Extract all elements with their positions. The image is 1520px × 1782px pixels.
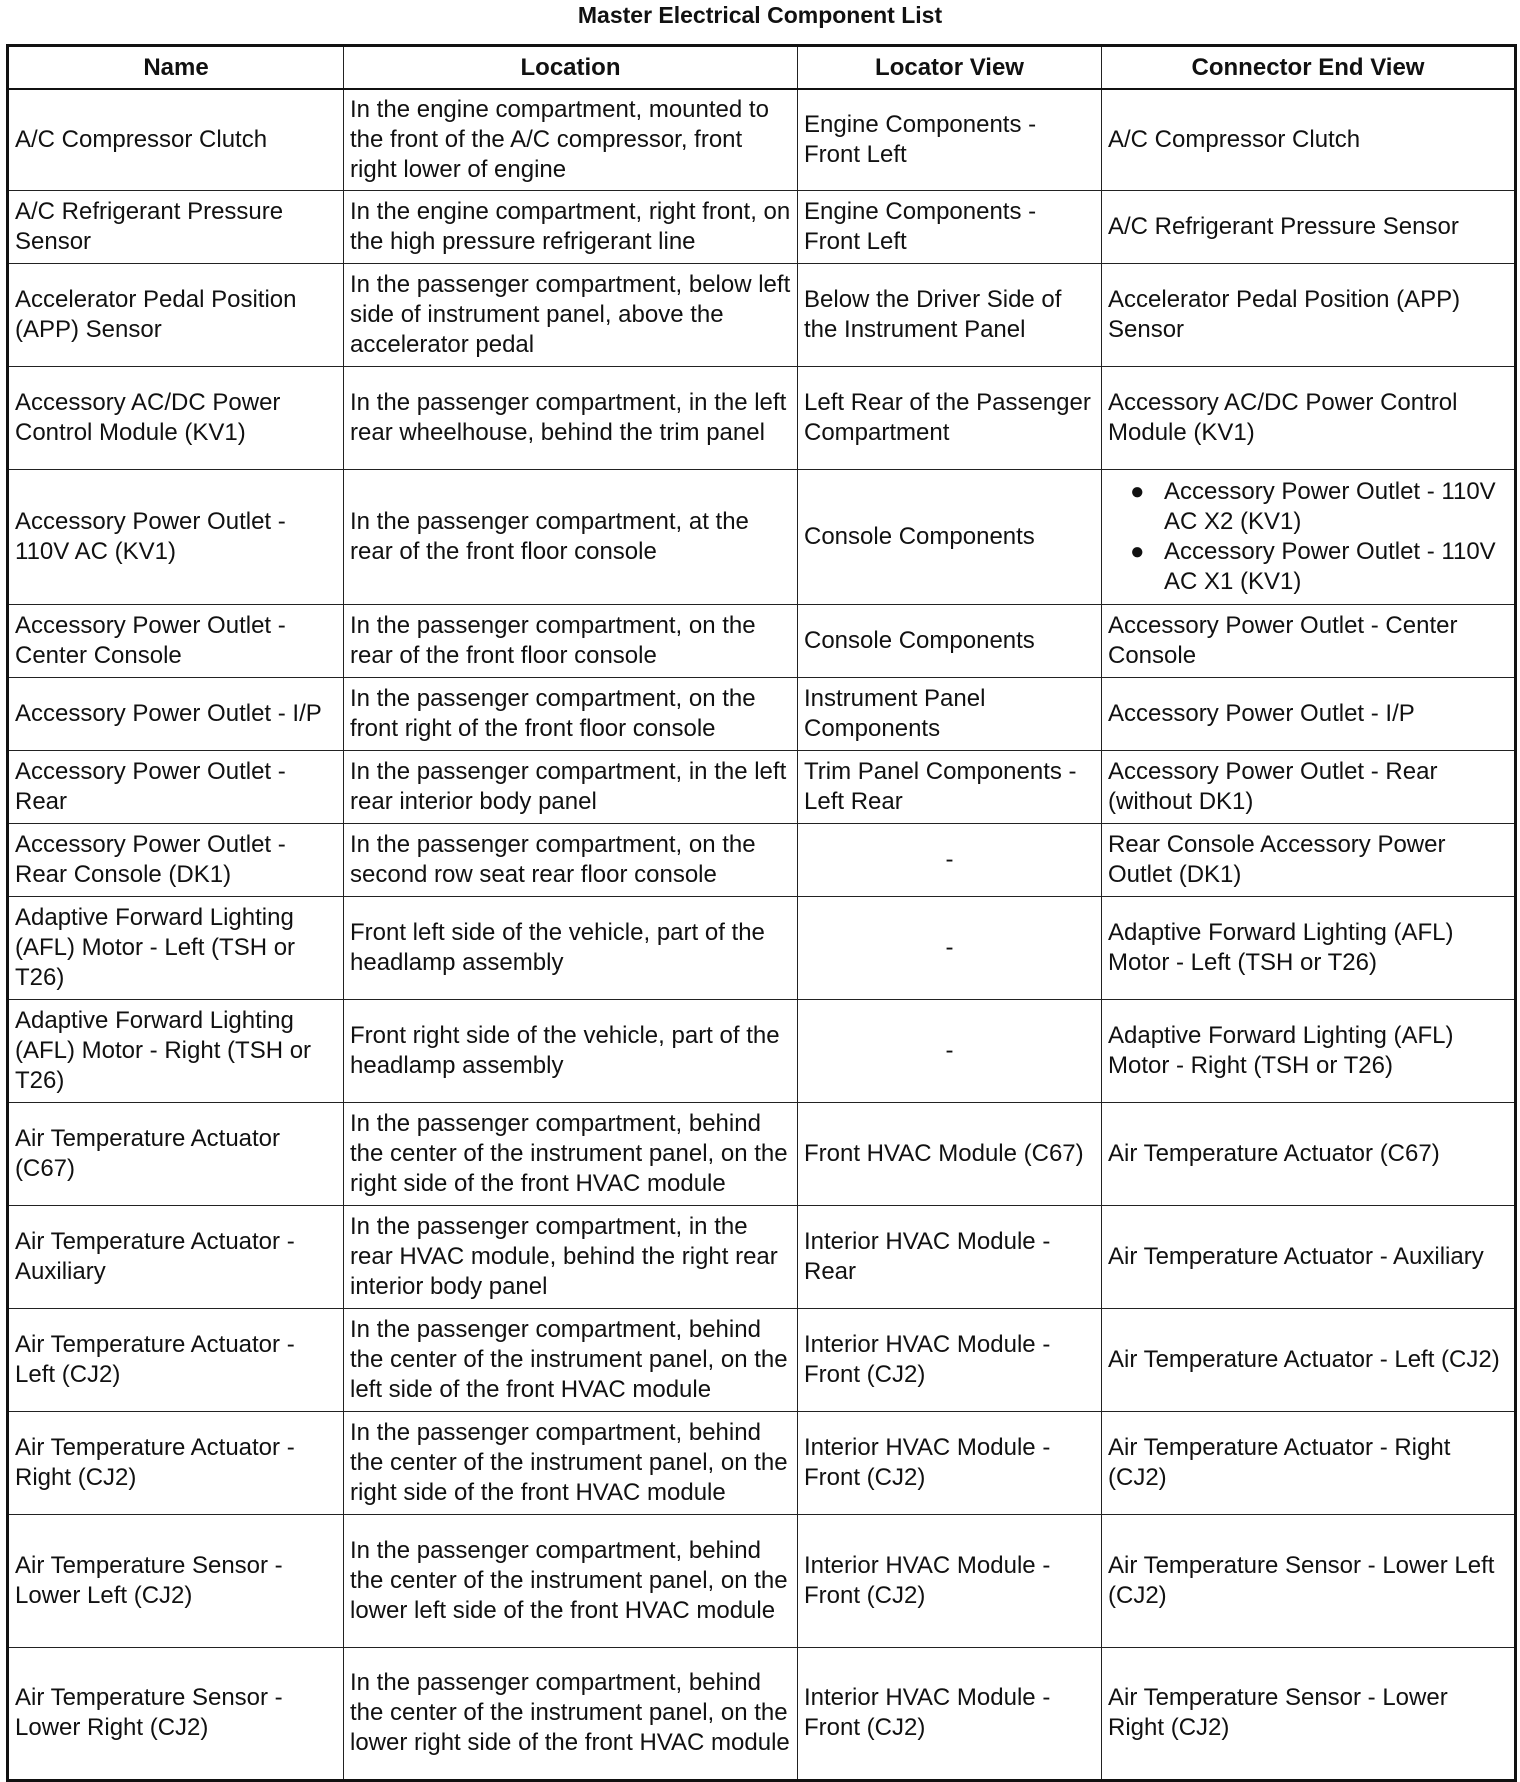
- list-item: [1108, 537, 1508, 597]
- table-row: [8, 677, 1516, 750]
- component-name-cell: Adaptive Forward Lighting (AFL) Motor - Right (TSH or T26): [8, 999, 344, 1102]
- connector-end-view-cell: Air Temperature Actuator (C67): [1102, 1102, 1516, 1205]
- locator-view-cell: Engine Components - Front Left: [798, 190, 1102, 263]
- component-name-cell: Air Temperature Actuator - Auxiliary: [8, 1205, 344, 1308]
- table-header-row: [8, 46, 1516, 90]
- component-name-cell: Accelerator Pedal Position (APP) Sensor: [8, 263, 344, 366]
- table-row: [8, 469, 1516, 604]
- list-item: [1108, 477, 1508, 537]
- locator-view-cell: Interior HVAC Module - Rear: [798, 1205, 1102, 1308]
- list-item-text: Accessory Power Outlet - 110V AC X2 (KV1): [1164, 477, 1496, 535]
- bullet-icon: ●: [1130, 537, 1145, 565]
- locator-view-cell: Below the Driver Side of the Instrument Panel: [798, 263, 1102, 366]
- table-row: [8, 1205, 1516, 1308]
- locator-view-cell: Trim Panel Components - Left Rear: [798, 750, 1102, 823]
- column-header-connector-end-view: Connector End View: [1102, 46, 1516, 90]
- locator-view-cell: Front HVAC Module (C67): [798, 1102, 1102, 1205]
- connector-end-view-cell: Rear Console Accessory Power Outlet (DK1): [1102, 823, 1516, 896]
- connector-end-view-cell: Air Temperature Sensor - Lower Left (CJ2): [1102, 1514, 1516, 1647]
- location-cell: In the passenger compartment, below left side of instrument panel, above the accelerator pedal: [344, 263, 798, 366]
- bullet-icon: ●: [1130, 477, 1145, 505]
- table-row: [8, 1647, 1516, 1780]
- locator-view-cell: Interior HVAC Module - Front (CJ2): [798, 1647, 1102, 1780]
- component-name-cell: Adaptive Forward Lighting (AFL) Motor - Left (TSH or T26): [8, 896, 344, 999]
- connector-end-view-cell: Accessory AC/DC Power Control Module (KV1): [1102, 366, 1516, 469]
- connector-end-view-cell: [1102, 469, 1516, 604]
- table-row: [8, 750, 1516, 823]
- locator-view-cell: Engine Components - Front Left: [798, 89, 1102, 190]
- location-cell: In the passenger compartment, behind the center of the instrument panel, on the right side of the front HVAC module: [344, 1411, 798, 1514]
- connector-end-view-cell: Air Temperature Actuator - Right (CJ2): [1102, 1411, 1516, 1514]
- connector-end-view-cell: Air Temperature Actuator - Auxiliary: [1102, 1205, 1516, 1308]
- locator-view-cell: Console Components: [798, 469, 1102, 604]
- table-row: [8, 1514, 1516, 1647]
- connector-end-view-cell: A/C Compressor Clutch: [1102, 89, 1516, 190]
- connector-end-view-cell: Adaptive Forward Lighting (AFL) Motor - Right (TSH or T26): [1102, 999, 1516, 1102]
- connector-end-view-cell: Air Temperature Sensor - Lower Right (CJ2): [1102, 1647, 1516, 1780]
- table-row: [8, 366, 1516, 469]
- list-item-text: Accessory Power Outlet - 110V AC X1 (KV1): [1164, 537, 1496, 595]
- table-row: [8, 1102, 1516, 1205]
- location-cell: In the passenger compartment, on the second row seat rear floor console: [344, 823, 798, 896]
- table-row: [8, 190, 1516, 263]
- component-name-cell: Accessory Power Outlet - Rear: [8, 750, 344, 823]
- connector-end-view-list: [1108, 477, 1508, 597]
- component-name-cell: A/C Refrigerant Pressure Sensor: [8, 190, 344, 263]
- component-name-cell: Accessory AC/DC Power Control Module (KV1): [8, 366, 344, 469]
- component-name-cell: Air Temperature Actuator - Right (CJ2): [8, 1411, 344, 1514]
- location-cell: In the passenger compartment, at the rear of the front floor console: [344, 469, 798, 604]
- component-name-cell: Accessory Power Outlet - I/P: [8, 677, 344, 750]
- locator-view-cell: -: [798, 896, 1102, 999]
- column-header-name: Name: [8, 46, 344, 90]
- table-row: [8, 1308, 1516, 1411]
- location-cell: In the engine compartment, mounted to the front of the A/C compressor, front right lower of engine: [344, 89, 798, 190]
- locator-view-cell: Instrument Panel Components: [798, 677, 1102, 750]
- location-cell: In the passenger compartment, behind the center of the instrument panel, on the lower right side of the front HVAC module: [344, 1647, 798, 1780]
- connector-end-view-cell: Accessory Power Outlet - I/P: [1102, 677, 1516, 750]
- location-cell: In the passenger compartment, behind the center of the instrument panel, on the right side of the front HVAC module: [344, 1102, 798, 1205]
- component-name-cell: Accessory Power Outlet - 110V AC (KV1): [8, 469, 344, 604]
- connector-end-view-cell: A/C Refrigerant Pressure Sensor: [1102, 190, 1516, 263]
- location-cell: In the passenger compartment, behind the center of the instrument panel, on the left side of the front HVAC module: [344, 1308, 798, 1411]
- component-name-cell: Air Temperature Sensor - Lower Right (CJ2): [8, 1647, 344, 1780]
- location-cell: In the passenger compartment, on the front right of the front floor console: [344, 677, 798, 750]
- component-name-cell: Accessory Power Outlet - Center Console: [8, 604, 344, 677]
- component-table: [6, 44, 1517, 1782]
- table-row: [8, 896, 1516, 999]
- location-cell: In the passenger compartment, in the rear HVAC module, behind the right rear interior body panel: [344, 1205, 798, 1308]
- connector-end-view-cell: Accelerator Pedal Position (APP) Sensor: [1102, 263, 1516, 366]
- table-row: [8, 823, 1516, 896]
- page-title: Master Electrical Component List: [577, 2, 943, 28]
- column-header-locator-view: Locator View: [798, 46, 1102, 90]
- table-row: [8, 999, 1516, 1102]
- location-cell: In the passenger compartment, in the left rear interior body panel: [344, 750, 798, 823]
- location-cell: In the passenger compartment, behind the center of the instrument panel, on the lower left side of the front HVAC module: [344, 1514, 798, 1647]
- connector-end-view-cell: Air Temperature Actuator - Left (CJ2): [1102, 1308, 1516, 1411]
- location-cell: In the engine compartment, right front, on the high pressure refrigerant line: [344, 190, 798, 263]
- component-name-cell: Air Temperature Actuator - Left (CJ2): [8, 1308, 344, 1411]
- locator-view-cell: Interior HVAC Module - Front (CJ2): [798, 1308, 1102, 1411]
- locator-view-cell: -: [798, 999, 1102, 1102]
- table-row: [8, 263, 1516, 366]
- table-row: [8, 604, 1516, 677]
- table-row: [8, 1411, 1516, 1514]
- location-cell: In the passenger compartment, in the left rear wheelhouse, behind the trim panel: [344, 366, 798, 469]
- table-body: [8, 89, 1516, 1780]
- locator-view-cell: Left Rear of the Passenger Compartment: [798, 366, 1102, 469]
- component-name-cell: Accessory Power Outlet - Rear Console (DK1): [8, 823, 344, 896]
- column-header-location: Location: [344, 46, 798, 90]
- locator-view-cell: Interior HVAC Module - Front (CJ2): [798, 1411, 1102, 1514]
- component-name-cell: A/C Compressor Clutch: [8, 89, 344, 190]
- component-name-cell: Air Temperature Actuator (C67): [8, 1102, 344, 1205]
- connector-end-view-cell: Accessory Power Outlet - Rear (without DK1): [1102, 750, 1516, 823]
- locator-view-cell: Interior HVAC Module - Front (CJ2): [798, 1514, 1102, 1647]
- location-cell: Front right side of the vehicle, part of the headlamp assembly: [344, 999, 798, 1102]
- location-cell: Front left side of the vehicle, part of the headlamp assembly: [344, 896, 798, 999]
- location-cell: In the passenger compartment, on the rear of the front floor console: [344, 604, 798, 677]
- locator-view-cell: -: [798, 823, 1102, 896]
- locator-view-cell: Console Components: [798, 604, 1102, 677]
- table-row: [8, 89, 1516, 190]
- connector-end-view-cell: Accessory Power Outlet - Center Console: [1102, 604, 1516, 677]
- connector-end-view-cell: Adaptive Forward Lighting (AFL) Motor - Left (TSH or T26): [1102, 896, 1516, 999]
- component-name-cell: Air Temperature Sensor - Lower Left (CJ2): [8, 1514, 344, 1647]
